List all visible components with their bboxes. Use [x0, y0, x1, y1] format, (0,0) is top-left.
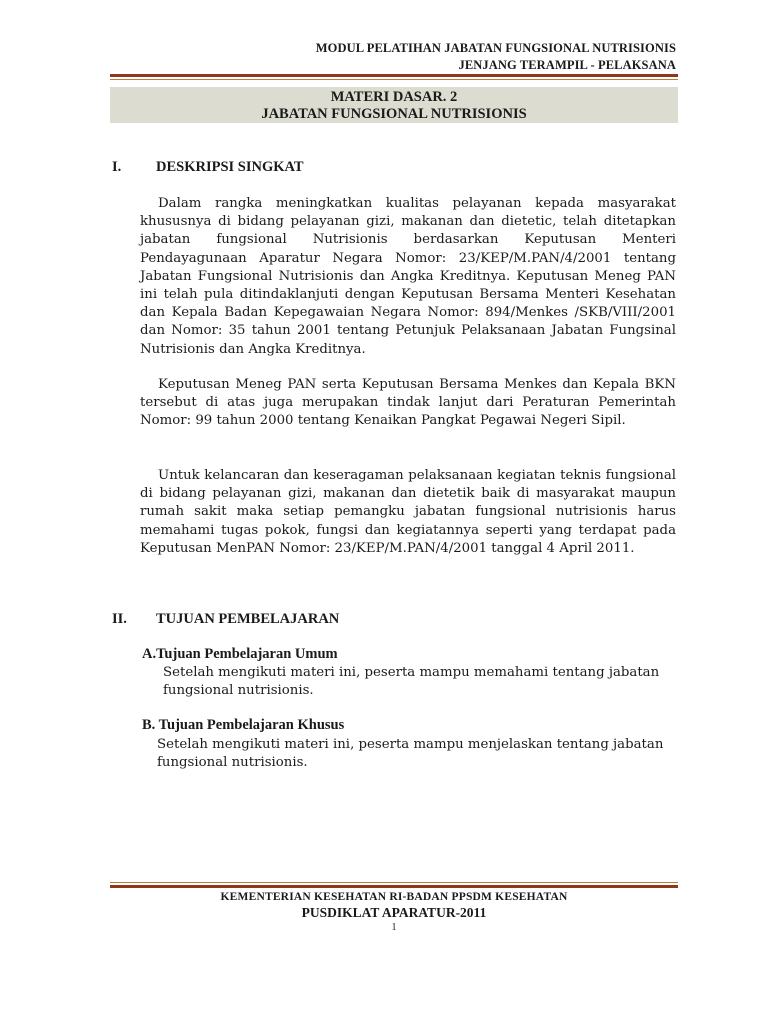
chapter-title: JABATAN FUNGSIONAL NUTRISIONIS — [261, 106, 527, 122]
header-level: JENJANG TERAMPIL - PELAKSANA — [458, 58, 676, 72]
header-module-title: MODUL PELATIHAN JABATAN FUNGSIONAL NUTRISIONIS — [315, 41, 676, 55]
section-1-paragraph-1: Dalam rangka meningkatkan kualitas pelayanan kepada masyarakat khususnya di bidang pelayanan gizi, makanan dan dietetic, telah ditetapkan jabatan fungsional Nutrisionis berdasarkan Keputusan Menteri Pendayagunaan Aparatur Negara Nomor: 23/KEP/M.PAN/4/2001 tentang Jabatan Fungsional Nutrisionis dan Angka Kreditnya. Keputusan Meneg PAN ini telah pula ditindaklanjuti dengan Keputusan Bersama Menteri Kesehatan dan Kepala Badan Kepegawaian Negara Nomor: 894/Menkes /SKB/VIII/2001 dan Nomor: 35 tahun 2001 tentang Petunjuk Pelaksanaan Jabatan Fungsinal Nutrisionis dan Angka Kreditnya. — [140, 196, 676, 357]
section-1-number: I. — [112, 159, 122, 175]
page-number: 1 — [391, 922, 397, 933]
header-rule-thick — [110, 74, 678, 77]
section-1-paragraph-3: Untuk kelancaran dan keseragaman pelaksanaan kegiatan teknis fungsional di bidang pelayanan gizi, makanan dan dietetik baik di masyarakat maupun rumah sakit maka setiap pemangku jabatan fungsional nutrisionis harus memahami tugas pokok, fungsi dan kegiatannya seperti yang terdapat pada Keputusan MenPAN Nomor: 23/KEP/M.PAN/4/2001 tanggal 4 April 2011. — [140, 468, 676, 556]
footer-rule-thin — [110, 882, 678, 883]
footer-institution: PUSDIKLAT APARATUR-2011 — [301, 905, 487, 920]
running-header — [110, 40, 676, 74]
footer-rule-thick — [110, 885, 678, 888]
subsection-b-heading: B. Tujuan Pembelajaran Khusus — [142, 717, 345, 733]
subsection-a-text: Setelah mengikuti materi ini, peserta mampu memahami tentang jabatan fungsional nutrisionis. — [163, 665, 660, 699]
chapter-number: MATERI DASAR. 2 — [330, 89, 458, 105]
subsection-b-text: Setelah mengikuti materi ini, peserta mampu menjelaskan tentang jabatan fungsional nutrisionis. — [157, 737, 664, 771]
section-1-title: DESKRIPSI SINGKAT — [156, 159, 304, 175]
footer-ministry: KEMENTERIAN KESEHATAN RI-BADAN PPSDM KESEHATAN — [220, 891, 568, 903]
chapter-title-box — [110, 87, 678, 123]
section-1-paragraph-2: Keputusan Meneg PAN serta Keputusan Bersama Menkes dan Kepala BKN tersebut di atas juga merupakan tindak lanjut dari Peraturan Pemerintah Nomor: 99 tahun 2000 tentang Kenaikan Pangkat Pegawai Negeri Sipil. — [140, 377, 676, 429]
section-2-title: TUJUAN PEMBELAJARAN — [156, 611, 340, 627]
section-2-number: II. — [112, 611, 127, 627]
subsection-a-heading: A.Tujuan Pembelajaran Umum — [142, 646, 338, 662]
header-rule-thin — [110, 79, 678, 80]
